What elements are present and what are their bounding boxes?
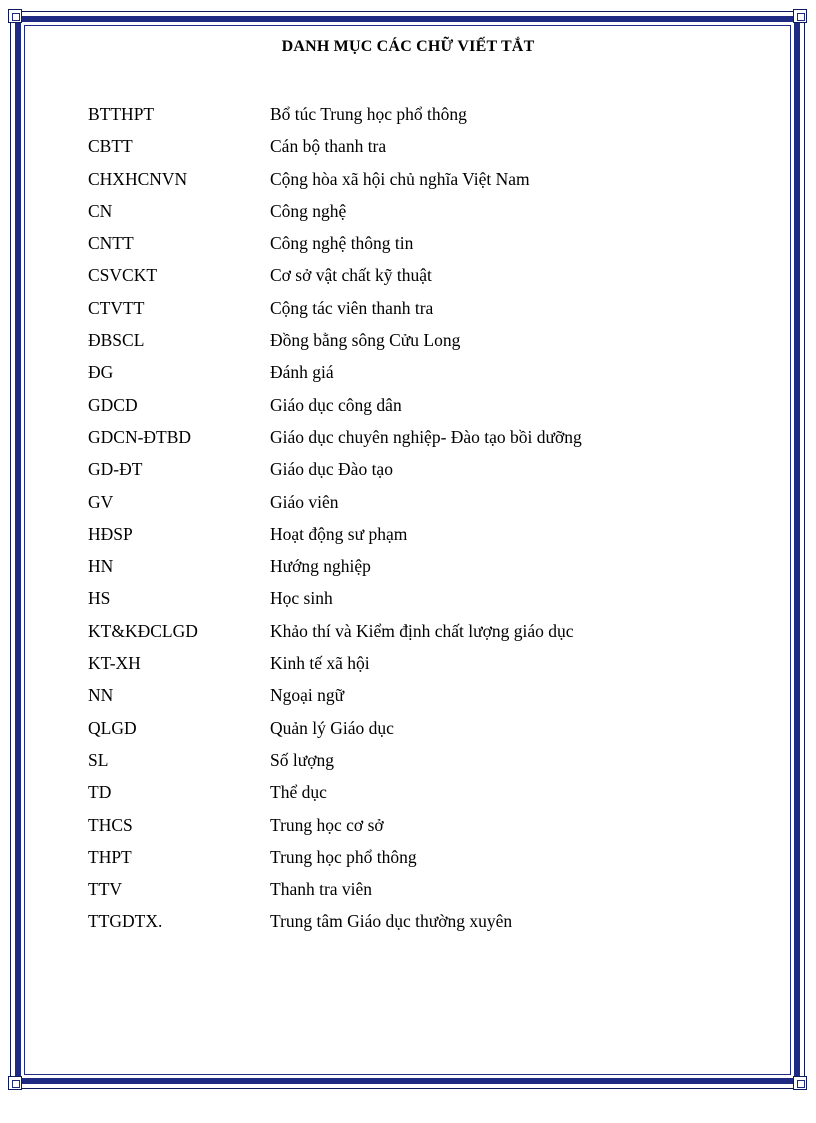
abbreviation-meaning: Thể dục <box>270 782 327 803</box>
abbreviation-code: BTTHPT <box>88 104 155 124</box>
abbreviation-meaning: Công nghệ <box>270 200 347 221</box>
abbreviation-code: THPT <box>88 846 132 867</box>
abbreviation-meaning: Đánh giá <box>270 362 334 383</box>
abbreviation-code: HĐSP <box>88 523 133 544</box>
abbreviation-row <box>88 458 728 490</box>
abbreviation-meaning: Kinh tế xã hội <box>270 653 370 674</box>
abbreviation-meaning: Đồng bằng sông Cửu Long <box>270 330 461 351</box>
abbreviation-row <box>88 264 728 296</box>
abbreviation-code: CSVCKT <box>88 265 158 286</box>
abbreviation-row <box>88 329 728 361</box>
abbreviation-row <box>88 846 728 878</box>
abbreviation-meaning: Số lượng <box>270 749 334 770</box>
abbreviation-meaning: Trung học cơ sở <box>270 814 384 835</box>
abbreviation-code: QLGD <box>88 717 137 738</box>
abbreviation-meaning: Giáo dục Đào tạo <box>270 459 393 480</box>
abbreviation-meaning: Cơ sở vật chất kỹ thuật <box>270 265 432 286</box>
abbreviation-code: KT-XH <box>88 653 141 674</box>
abbreviation-meaning: Giáo viên <box>270 491 339 512</box>
abbreviation-row <box>88 717 728 749</box>
abbreviation-code: GV <box>88 491 114 512</box>
abbreviation-code: HS <box>88 588 111 609</box>
abbreviation-code: CHXHCNVN <box>88 168 188 189</box>
abbreviation-meaning: Giáo dục công dân <box>270 394 402 415</box>
abbreviation-meaning: Cộng tác viên thanh tra <box>270 297 434 318</box>
abbreviation-row <box>88 491 728 523</box>
abbreviation-meaning: Trung tâm Giáo dục thường xuyên <box>270 911 513 932</box>
abbreviation-code: ĐG <box>88 362 114 383</box>
border-corner-ornament <box>793 9 807 23</box>
border-corner-ornament <box>8 9 22 23</box>
abbreviation-code: GDCD <box>88 394 138 415</box>
abbreviation-row <box>88 878 728 910</box>
abbreviation-row <box>88 200 728 232</box>
abbreviation-code: CN <box>88 200 113 221</box>
abbreviation-meaning: Hướng nghiệp <box>270 556 371 577</box>
abbreviation-meaning: Thanh tra viên <box>270 879 373 900</box>
abbreviation-meaning: Bổ túc Trung học phổ thông <box>270 104 467 124</box>
abbreviation-code: GD-ĐT <box>88 459 143 480</box>
abbreviation-row <box>88 297 728 329</box>
abbreviation-row <box>88 587 728 619</box>
abbreviation-code: KT&KĐCLGD <box>88 620 198 641</box>
abbreviation-code: TTV <box>88 879 123 900</box>
abbreviation-row <box>88 555 728 587</box>
abbreviation-meaning: Giáo dục chuyên nghiệp- Đào tạo bồi dưỡng <box>270 426 582 447</box>
abbreviation-meaning: Công nghệ thông tin <box>270 233 414 254</box>
abbreviation-code: TD <box>88 782 112 803</box>
abbreviation-row <box>88 523 728 555</box>
border-corner-ornament <box>8 1076 22 1090</box>
abbreviation-code: CNTT <box>88 233 134 254</box>
abbreviation-code: TTGDTX. <box>88 911 163 932</box>
abbreviation-code: NN <box>88 685 114 706</box>
abbreviation-meaning: Học sinh <box>270 588 333 609</box>
abbreviation-row <box>88 103 728 135</box>
abbreviation-row <box>88 749 728 781</box>
abbreviation-row <box>88 426 728 458</box>
abbreviation-row <box>88 232 728 264</box>
abbreviation-row <box>88 361 728 393</box>
abbreviation-code: ĐBSCL <box>88 330 145 351</box>
abbreviation-meaning: Khảo thí và Kiểm định chất lượng giáo dục <box>270 620 574 641</box>
abbreviation-meaning: Hoạt động sư phạm <box>270 523 408 544</box>
abbreviation-meaning: Trung học phổ thông <box>270 846 417 867</box>
abbreviation-code: CBTT <box>88 136 133 157</box>
abbreviation-code: CTVTT <box>88 297 145 318</box>
abbreviation-meaning: Cán bộ thanh tra <box>270 136 387 157</box>
page-title: DANH MỤC CÁC CHỮ VIẾT TẮT <box>281 38 535 55</box>
abbreviation-row <box>88 620 728 652</box>
border-corner-ornament <box>793 1076 807 1090</box>
abbreviation-code: SL <box>88 749 109 770</box>
abbreviation-row <box>88 135 728 167</box>
abbreviation-row <box>88 910 728 942</box>
abbreviation-row <box>88 168 728 200</box>
abbreviation-row <box>88 394 728 426</box>
abbreviation-row <box>88 652 728 684</box>
abbreviation-code: GDCN-ĐTBD <box>88 426 192 447</box>
abbreviation-meaning: Ngoại ngữ <box>270 685 345 706</box>
abbreviation-meaning: Quản lý Giáo dục <box>270 717 394 738</box>
abbreviation-meaning: Cộng hòa xã hội chủ nghĩa Việt Nam <box>270 168 530 189</box>
abbreviation-row <box>88 781 728 813</box>
abbreviation-row <box>88 684 728 716</box>
abbreviation-row <box>88 814 728 846</box>
abbreviation-code: THCS <box>88 814 133 835</box>
abbreviation-list <box>88 103 728 943</box>
abbreviation-code: HN <box>88 556 114 577</box>
